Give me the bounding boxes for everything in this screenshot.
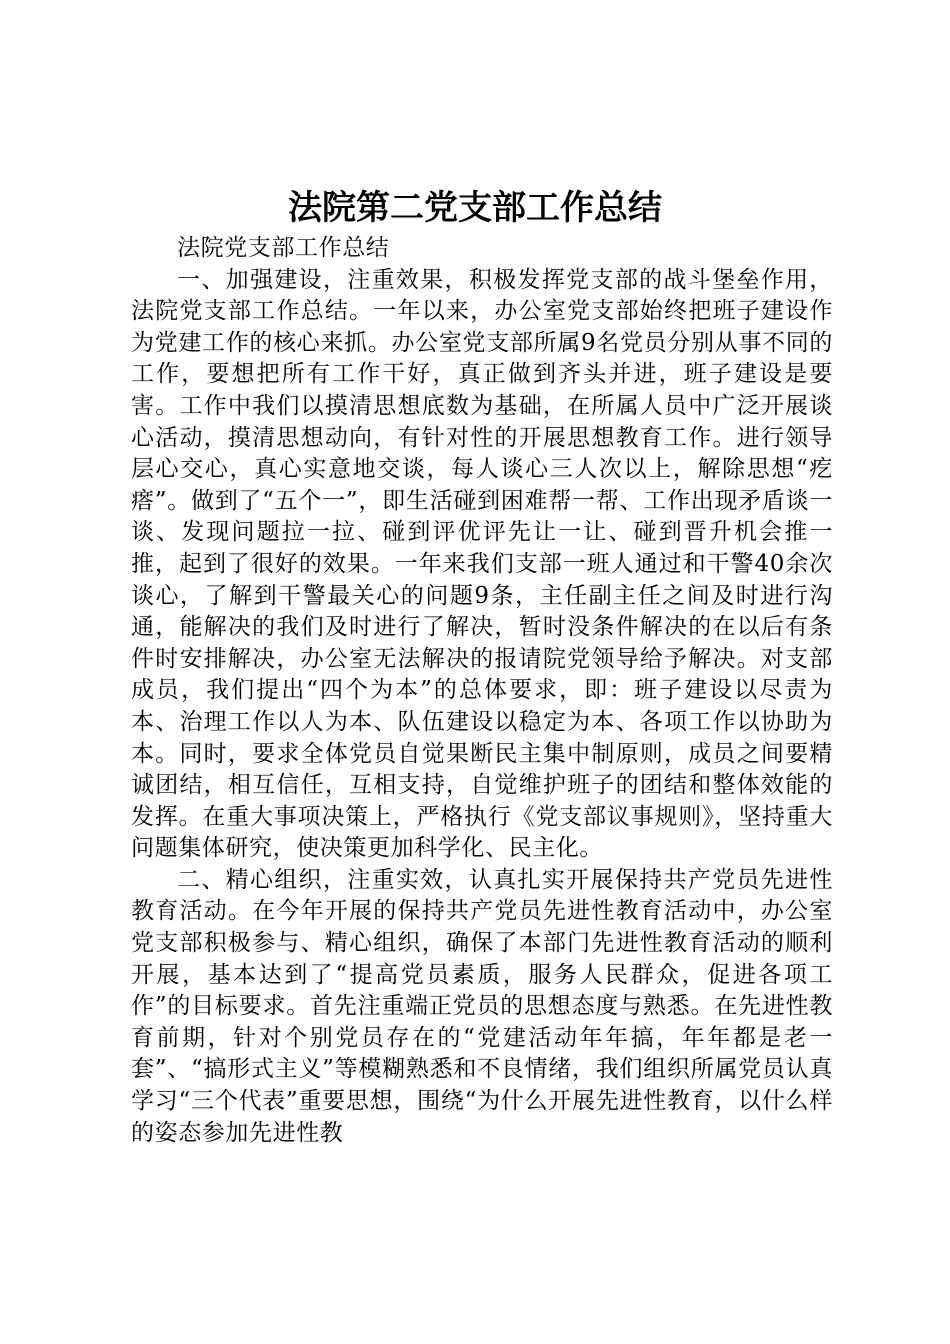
paragraph-section-one: 一、加强建设，注重效果，积极发挥党支部的战斗堡垒作用，法院党支部工作总结。一年以来，办公室党支部始终把班子建设作为党建工作的核心来抓。办公室党支部所属9名党员分别从事不同的工作，要想把所有工作干好，真正做到齐头并进，班子建设是要害。工作中我们以摸清思想底数为基础，在所属人员中广泛开展谈心活动，摸清思想动向，有针对性的开展思想教育工作。进行领导层心交心，真心实意地交谈，每人谈心三人次以上，解除思想“疙瘩”。做到了“五个一”，即生活碰到困难帮一帮、工作出现矛盾谈一谈、发现问题拉一拉、碰到评优评先让一让、碰到晋升机会推一推，起到了很好的效果。一年来我们支部一班人通过和干警40余次谈心，了解到干警最关心的问题9条，主任副主任之间及时进行沟通，能解决的我们及时进行了解决，暂时没条件解决的在以后有条件时安排解决，办公室无法解决的报请院党领导给予解决。对支部成员，我们提出“四个为本”的总体要求，即：班子建设以尽责为本、治理工作以人为本、队伍建设以稳定为本、各项工作以协助为本。同时，要求全体党员自觉果断民主集中制原则，成员之间要精诚团结，相互信任，互相支持，自觉维护班子的团结和整体效能的发挥。在重大事项决策上，严格执行《党支部议事规则》，坚持重大问题集体研究，使决策更加科学化、民主化。 — [131, 266, 833, 862]
document-body — [131, 233, 833, 1149]
document-title: 法院第二党支部工作总结 — [288, 188, 662, 228]
paragraph-section-two: 二、精心组织，注重实效，认真扎实开展保持共产党员先进性教育活动。在今年开展的保持共产党员先进性教育活动中，办公室党支部积极参与、精心组织，确保了本部门先进性教育活动的顺利开展，基本达到了“提高党员素质，服务人民群众，促进各项工作”的目标要求。首先注重端正党员的思想态度与熟悉。在先进性教育前期，针对个别党员存在的“党建活动年年搞，年年都是老一套”、“搞形式主义”等模糊熟悉和不良情绪，我们组织所属党员认真学习“三个代表”重要思想，围绕“为什么开展先进性教育，以什么样的姿态参加先进性教 — [131, 866, 833, 1146]
paragraph-subtitle: 法院党支部工作总结 — [177, 235, 390, 261]
